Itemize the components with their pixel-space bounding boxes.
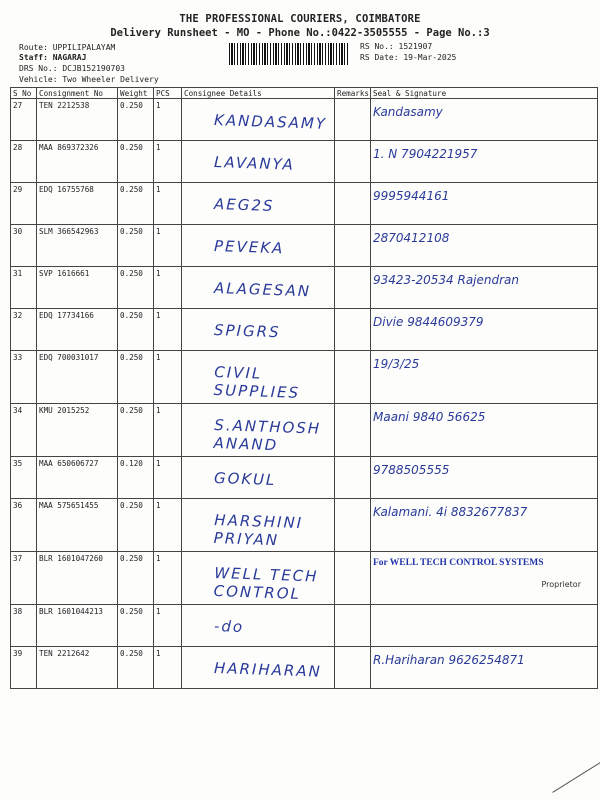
drs-number: DRS No.: DCJB152190703 bbox=[19, 64, 125, 73]
consignee-handwritten-name: LAVANYA bbox=[213, 152, 296, 174]
row-sno: 31 bbox=[11, 267, 37, 309]
row-signature bbox=[371, 457, 598, 499]
table-row bbox=[11, 225, 598, 267]
row-remarks bbox=[335, 647, 371, 689]
rs-number: RS No.: 1521907 bbox=[360, 42, 433, 51]
row-weight: 0.250 bbox=[118, 267, 154, 309]
table-row bbox=[11, 404, 598, 457]
row-weight: 0.250 bbox=[118, 141, 154, 183]
runsheet-title: THE PROFESSIONAL COURIERS, COIMBATORE bbox=[179, 13, 421, 25]
row-sno: 29 bbox=[11, 183, 37, 225]
row-signature bbox=[371, 404, 598, 457]
row-pcs: 1 bbox=[154, 605, 182, 647]
row-weight: 0.250 bbox=[118, 351, 154, 404]
row-sno: 39 bbox=[11, 647, 37, 689]
col-signature: Seal & Signature bbox=[371, 88, 598, 99]
table-row bbox=[11, 552, 598, 605]
row-weight: 0.250 bbox=[118, 99, 154, 141]
row-remarks bbox=[335, 225, 371, 267]
row-pcs: 1 bbox=[154, 499, 182, 552]
row-consignee bbox=[182, 647, 335, 689]
row-consignee bbox=[182, 457, 335, 499]
signature-handwriting: Kalamani. 4i 8832677837 bbox=[373, 505, 528, 519]
consignee-handwritten-name: HARSHINI PRIYAN bbox=[213, 510, 304, 550]
row-consignment: BLR 1601047260 bbox=[37, 552, 118, 605]
row-pcs: 1 bbox=[154, 183, 182, 225]
row-remarks bbox=[335, 605, 371, 647]
consignee-handwritten-name: WELL TECH CONTROL bbox=[213, 563, 319, 603]
row-consignee bbox=[182, 309, 335, 351]
consignee-handwritten-name: S.ANTHOSH ANAND bbox=[213, 415, 322, 455]
row-remarks bbox=[335, 457, 371, 499]
signature-handwriting: R.Hariharan 9626254871 bbox=[373, 653, 525, 667]
route-label: Route: UPPILIPALAYAM bbox=[19, 43, 116, 52]
row-weight: 0.120 bbox=[118, 457, 154, 499]
row-signature bbox=[371, 499, 598, 552]
row-consignee bbox=[182, 141, 335, 183]
signature-handwriting: 1. N 7904221957 bbox=[373, 147, 478, 161]
row-remarks bbox=[335, 351, 371, 404]
table-row bbox=[11, 457, 598, 499]
row-consignment: SVP 1616661 bbox=[37, 267, 118, 309]
stamp-proprietor: Proprietor bbox=[541, 580, 581, 589]
row-sno: 27 bbox=[11, 99, 37, 141]
row-pcs: 1 bbox=[154, 99, 182, 141]
row-pcs: 1 bbox=[154, 309, 182, 351]
table-row bbox=[11, 141, 598, 183]
consignee-handwritten-name: SPIGRS bbox=[213, 320, 281, 342]
table-row bbox=[11, 99, 598, 141]
row-consignment: TEN 2212642 bbox=[37, 647, 118, 689]
row-consignee bbox=[182, 225, 335, 267]
row-signature bbox=[371, 99, 598, 141]
row-consignee bbox=[182, 499, 335, 552]
row-signature bbox=[371, 351, 598, 404]
row-signature bbox=[371, 141, 598, 183]
row-pcs: 1 bbox=[154, 225, 182, 267]
row-remarks bbox=[335, 141, 371, 183]
row-consignment: MAA 575651455 bbox=[37, 499, 118, 552]
consignee-handwritten-name: ALAGESAN bbox=[213, 278, 312, 301]
row-consignee bbox=[182, 99, 335, 141]
row-consignment: EDQ 700031017 bbox=[37, 351, 118, 404]
row-consignment: SLM 366542963 bbox=[37, 225, 118, 267]
row-weight: 0.250 bbox=[118, 404, 154, 457]
row-pcs: 1 bbox=[154, 552, 182, 605]
barcode bbox=[229, 43, 348, 65]
row-consignment: BLR 1601044213 bbox=[37, 605, 118, 647]
row-weight: 0.250 bbox=[118, 552, 154, 605]
page-corner-line bbox=[552, 760, 600, 793]
runsheet-table bbox=[10, 87, 598, 689]
row-remarks bbox=[335, 99, 371, 141]
row-sno: 28 bbox=[11, 141, 37, 183]
row-sno: 37 bbox=[11, 552, 37, 605]
row-signature bbox=[371, 183, 598, 225]
signature-handwriting: Maani 9840 56625 bbox=[373, 410, 486, 424]
table-header-row bbox=[11, 88, 598, 99]
row-consignment: EDQ 17734166 bbox=[37, 309, 118, 351]
row-sno: 30 bbox=[11, 225, 37, 267]
row-consignee bbox=[182, 552, 335, 605]
table-row bbox=[11, 499, 598, 552]
row-sno: 38 bbox=[11, 605, 37, 647]
row-consignment: EDQ 16755768 bbox=[37, 183, 118, 225]
signature-handwriting: For WELL TECH CONTROL SYSTEMS bbox=[373, 558, 544, 568]
signature-handwriting: 9995944161 bbox=[373, 189, 450, 203]
col-remarks: Remarks bbox=[335, 88, 371, 99]
consignee-handwritten-name: PEVEKA bbox=[213, 236, 285, 258]
row-remarks bbox=[335, 499, 371, 552]
table-row bbox=[11, 183, 598, 225]
row-signature bbox=[371, 309, 598, 351]
row-weight: 0.250 bbox=[118, 605, 154, 647]
row-consignment: TEN 2212538 bbox=[37, 99, 118, 141]
staff-label: Staff: NAGARAJ bbox=[19, 53, 87, 62]
row-weight: 0.250 bbox=[118, 647, 154, 689]
table-row bbox=[11, 647, 598, 689]
consignee-handwritten-name: KANDASAMY bbox=[213, 110, 328, 133]
row-pcs: 1 bbox=[154, 647, 182, 689]
row-remarks bbox=[335, 404, 371, 457]
row-signature bbox=[371, 552, 598, 605]
row-consignee bbox=[182, 351, 335, 404]
row-consignment: KMU 2015252 bbox=[37, 404, 118, 457]
signature-handwriting: 93423-20534 Rajendran bbox=[373, 273, 520, 287]
table-row bbox=[11, 351, 598, 404]
rs-date: RS Date: 19-Mar-2025 bbox=[360, 53, 457, 62]
table-row bbox=[11, 309, 598, 351]
row-remarks bbox=[335, 183, 371, 225]
signature-handwriting: 19/3/25 bbox=[373, 357, 420, 371]
signature-handwriting: Divie 9844609379 bbox=[373, 315, 484, 329]
row-signature bbox=[371, 647, 598, 689]
col-pcs: PCS bbox=[154, 88, 182, 99]
table-row bbox=[11, 267, 598, 309]
vehicle-label: Vehicle: Two Wheeler Delivery bbox=[19, 75, 159, 84]
row-signature bbox=[371, 225, 598, 267]
row-signature bbox=[371, 267, 598, 309]
row-consignment: MAA 650606727 bbox=[37, 457, 118, 499]
row-sno: 32 bbox=[11, 309, 37, 351]
col-consignee: Consignee Details bbox=[182, 88, 335, 99]
col-consignment: Consignment No bbox=[37, 88, 118, 99]
row-weight: 0.250 bbox=[118, 183, 154, 225]
col-sno: S No bbox=[11, 88, 37, 99]
row-consignment: MAA 869372326 bbox=[37, 141, 118, 183]
row-sno: 33 bbox=[11, 351, 37, 404]
row-consignee bbox=[182, 605, 335, 647]
consignee-handwritten-name: HARIHARAN bbox=[213, 658, 323, 681]
signature-handwriting: 2870412108 bbox=[373, 231, 450, 245]
table-row bbox=[11, 605, 598, 647]
row-pcs: 1 bbox=[154, 141, 182, 183]
row-sno: 35 bbox=[11, 457, 37, 499]
row-consignee bbox=[182, 404, 335, 457]
row-pcs: 1 bbox=[154, 351, 182, 404]
row-consignee bbox=[182, 267, 335, 309]
row-signature bbox=[371, 605, 598, 647]
consignee-handwritten-name: AEG2S bbox=[213, 194, 275, 216]
row-weight: 0.250 bbox=[118, 309, 154, 351]
row-pcs: 1 bbox=[154, 404, 182, 457]
row-sno: 34 bbox=[11, 404, 37, 457]
row-remarks bbox=[335, 309, 371, 351]
row-remarks bbox=[335, 267, 371, 309]
consignee-handwritten-name: GOKUL bbox=[213, 468, 277, 490]
signature-handwriting: 9788505555 bbox=[373, 463, 450, 477]
runsheet-subtitle: Delivery Runsheet - MO - Phone No.:0422-3505555 - Page No.:3 bbox=[110, 27, 490, 39]
row-pcs: 1 bbox=[154, 267, 182, 309]
consignee-handwritten-name: -do bbox=[213, 616, 245, 636]
signature-handwriting: Kandasamy bbox=[373, 105, 443, 119]
row-remarks bbox=[335, 552, 371, 605]
row-weight: 0.250 bbox=[118, 499, 154, 552]
row-pcs: 1 bbox=[154, 457, 182, 499]
consignee-handwritten-name: CIVIL SUPPLIES bbox=[213, 362, 301, 402]
row-sno: 36 bbox=[11, 499, 37, 552]
col-weight: Weight bbox=[118, 88, 154, 99]
row-consignee bbox=[182, 183, 335, 225]
row-weight: 0.250 bbox=[118, 225, 154, 267]
